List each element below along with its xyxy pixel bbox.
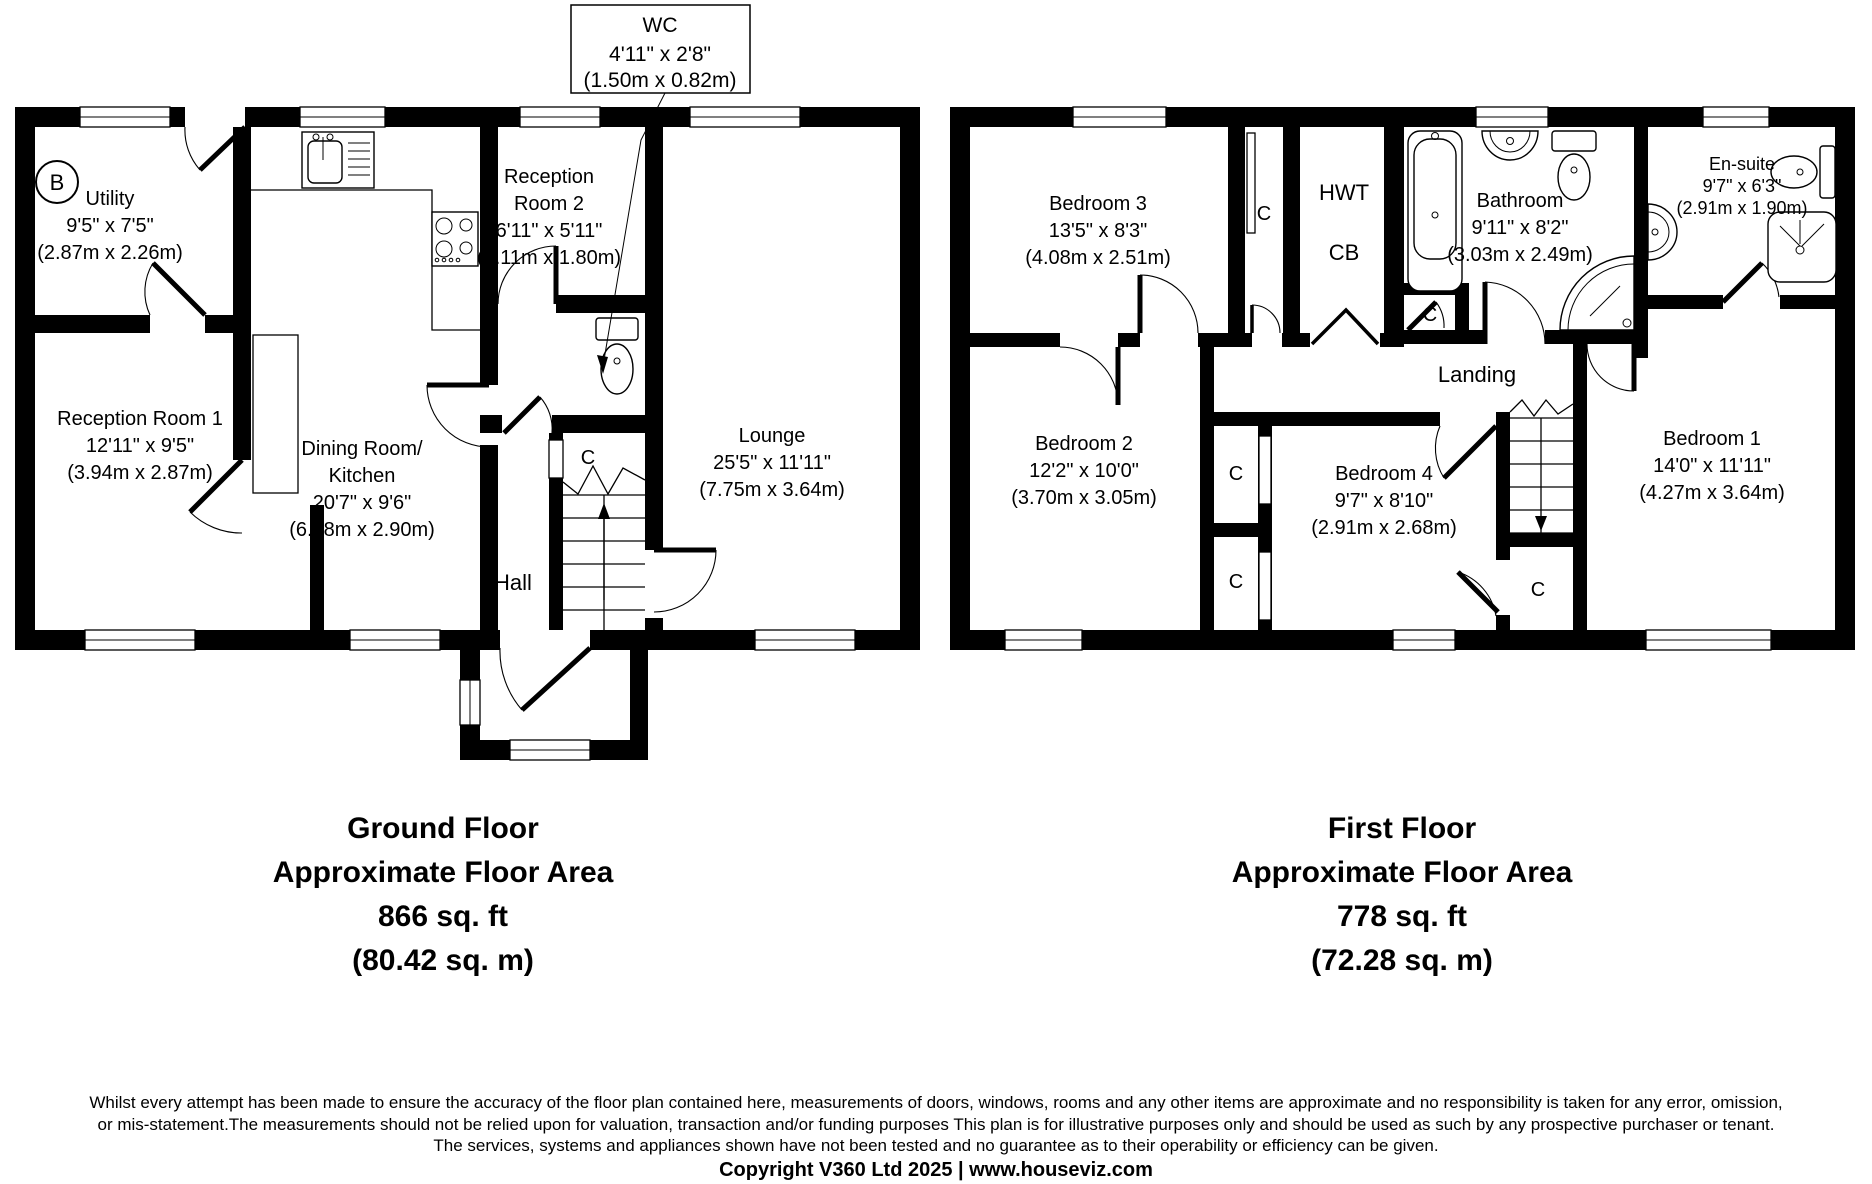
wall-closets-mid (1214, 523, 1272, 537)
wall-stairs-right (1573, 344, 1587, 650)
cb-label: CB (1328, 240, 1360, 265)
room-dims-ft: 9'11" x 8'2" (1471, 217, 1569, 239)
ground-floor-caption (273, 812, 614, 977)
stairs-break-line (563, 466, 645, 494)
room-dims-ft: 20'7" x 9'6" (312, 492, 412, 514)
door-gap-bed4 (1440, 412, 1496, 426)
closet-door (1259, 552, 1271, 620)
callout-title: WC (642, 14, 678, 37)
corner-shower-icon (1560, 256, 1634, 330)
room-label-ensuite: En-suite (1708, 154, 1776, 174)
room-label-utility: Utility (85, 188, 135, 210)
door-gap (185, 107, 245, 127)
cupboard-label: C (1530, 579, 1546, 601)
cupboard-label: C (1256, 203, 1272, 225)
disclaimer-line-3: The services, systems and appliances shown have not been tested and no guarantee as to their operability or efficiency can be given. (433, 1136, 1439, 1155)
first-floor-plan (950, 107, 1855, 650)
closet-door (1247, 133, 1255, 233)
stairs-down-arrow (1535, 516, 1547, 531)
fitted-unit (253, 335, 298, 493)
door-gap-bed2 (1060, 333, 1118, 347)
wall-bed3-right (1228, 127, 1245, 347)
door-gap-ensuite (1723, 295, 1780, 309)
callout-dims-m: (1.50m x 0.82m) (583, 69, 737, 92)
stairs-ground (563, 466, 645, 630)
caption-line: 866 sq. ft (377, 900, 509, 933)
room-dims-m: (2.91m x 1.90m) (1676, 198, 1808, 218)
stairs-first (1510, 400, 1573, 533)
room-label-bed4: Bedroom 4 (1335, 463, 1433, 485)
cupboard-label: C (580, 447, 596, 469)
room-label-hall: Hall (494, 570, 532, 595)
room-dims-m: (7.75m x 3.64m) (699, 479, 845, 501)
callout-dims-ft: 4'11" x 2'8" (609, 43, 711, 66)
room-dims-ft: 9'5" x 7'5" (66, 215, 154, 237)
caption-line: (80.42 sq. m) (352, 944, 534, 977)
room-dims-ft: 25'5" x 11'11" (713, 452, 831, 474)
cupboard-door (549, 440, 563, 478)
room-dims-m: (6.28m x 2.90m) (289, 519, 435, 541)
caption-line: Ground Floor (347, 812, 539, 845)
room-label-reception2: Reception (503, 166, 595, 188)
cupboard-label: C (1228, 571, 1244, 593)
wall-utility-right (233, 127, 251, 460)
porch-wall (630, 650, 648, 740)
room-dims-m: (2.11m x 1.80m) (476, 247, 622, 269)
door-gap-front-door (500, 630, 590, 650)
hwt-label: HWT (1318, 180, 1370, 205)
room-label-bathroom: Bathroom (1476, 190, 1564, 212)
door-gap-bed3 (1140, 333, 1198, 347)
room-dims-ft: 9'7" x 6'3" (1702, 176, 1782, 196)
room-dims-m: (2.91m x 2.68m) (1311, 517, 1457, 539)
wall-bed2-right (1200, 347, 1214, 630)
wall (950, 107, 970, 650)
room-dims-ft: 9'7" x 8'10" (1334, 490, 1434, 512)
door-gap (498, 295, 556, 313)
room-label-lounge: Lounge (738, 425, 806, 447)
room-dims-m: (4.08m x 2.51m) (1025, 247, 1171, 269)
door-gap-bathroom (1485, 330, 1545, 344)
wall-hall-left-lower (480, 445, 498, 650)
room-label-bed1: Bedroom 1 (1663, 428, 1761, 450)
boiler-label: B (49, 170, 65, 195)
stairs-up-arrow (598, 503, 610, 519)
wall-cupboard-hwt (1283, 127, 1300, 347)
sink-bowl-icon (308, 141, 342, 183)
wall-understairs-top (1510, 533, 1573, 547)
wall-ensuite-left (1634, 127, 1648, 358)
ground-floor-plan (15, 107, 920, 760)
cupboard-label: C (1228, 463, 1244, 485)
caption-line: 778 sq. ft (1336, 900, 1468, 933)
disclaimer-line-1: Whilst every attempt has been made to ensure the accuracy of the floor plan contained here, measurements of doors, windows, rooms and any other items are approximate and no responsibility is taken for any error, omission, (89, 1093, 1783, 1112)
room-dims-ft: 13'5" x 8'3" (1048, 220, 1148, 242)
room-dims-m: (3.70m x 3.05m) (1011, 487, 1157, 509)
room-label-dining: Dining Room/ (301, 438, 423, 460)
door-gap-understairs (1496, 560, 1510, 615)
wall-cupboard-small-right (1455, 295, 1469, 330)
door-gap (645, 550, 663, 618)
toilet-icon (1552, 131, 1596, 151)
wall-utility-bottom (35, 315, 251, 333)
room-dims-ft: 14'0" x 11'11" (1653, 455, 1771, 477)
room-dims-ft: 6'11" x 5'11" (495, 220, 603, 242)
wall-stairs-left (1496, 426, 1510, 650)
caption-line: First Floor (1327, 812, 1477, 845)
wall (15, 107, 35, 650)
room-dims-ft: 12'2" x 10'0" (1029, 460, 1139, 482)
door-gap (150, 315, 205, 333)
wall (1835, 107, 1855, 650)
room-label-bed3: Bedroom 3 (1049, 193, 1147, 215)
wall-hwt-right (1384, 127, 1404, 347)
cupboard-label: C (1422, 304, 1438, 326)
closet-door (1259, 436, 1271, 504)
boiler-indicator (36, 161, 78, 203)
first-floor-caption (1232, 812, 1573, 977)
caption-line: (72.28 sq. m) (1311, 944, 1493, 977)
room-dims-m: (4.27m x 3.64m) (1639, 482, 1785, 504)
room-label-reception1: Reception Room 1 (57, 408, 223, 430)
toilet-icon (1820, 146, 1835, 198)
room-label-bed2: Bedroom 2 (1035, 433, 1133, 455)
room-dims-m: (3.94m x 2.87m) (67, 462, 213, 484)
room-dims-m: (3.03m x 2.49m) (1447, 244, 1593, 266)
room-dims-ft: 12'11" x 9'5" (85, 435, 195, 457)
disclaimer-line-2: or mis-statement.The measurements should not be relied upon for valuation, transaction and/or funding purposes This plan is for illustrative purposes only and should be used as such by any prospective purchaser or tenant. (97, 1115, 1775, 1134)
wall (900, 107, 920, 650)
room-label-reception2b: Room 2 (513, 193, 585, 215)
stairs-break-line (1510, 400, 1573, 416)
room-label-landing: Landing (1437, 362, 1517, 387)
copyright-line: Copyright V360 Ltd 2025 | www.houseviz.com (719, 1159, 1153, 1181)
room-dims-m: (2.87m x 2.26m) (37, 242, 183, 264)
room-label-dining2: Kitchen (328, 465, 396, 487)
caption-line: Approximate Floor Area (272, 856, 614, 889)
disclaimer (89, 1093, 1782, 1181)
caption-line: Approximate Floor Area (1231, 856, 1573, 889)
door-gap-cupboard (1252, 333, 1282, 347)
